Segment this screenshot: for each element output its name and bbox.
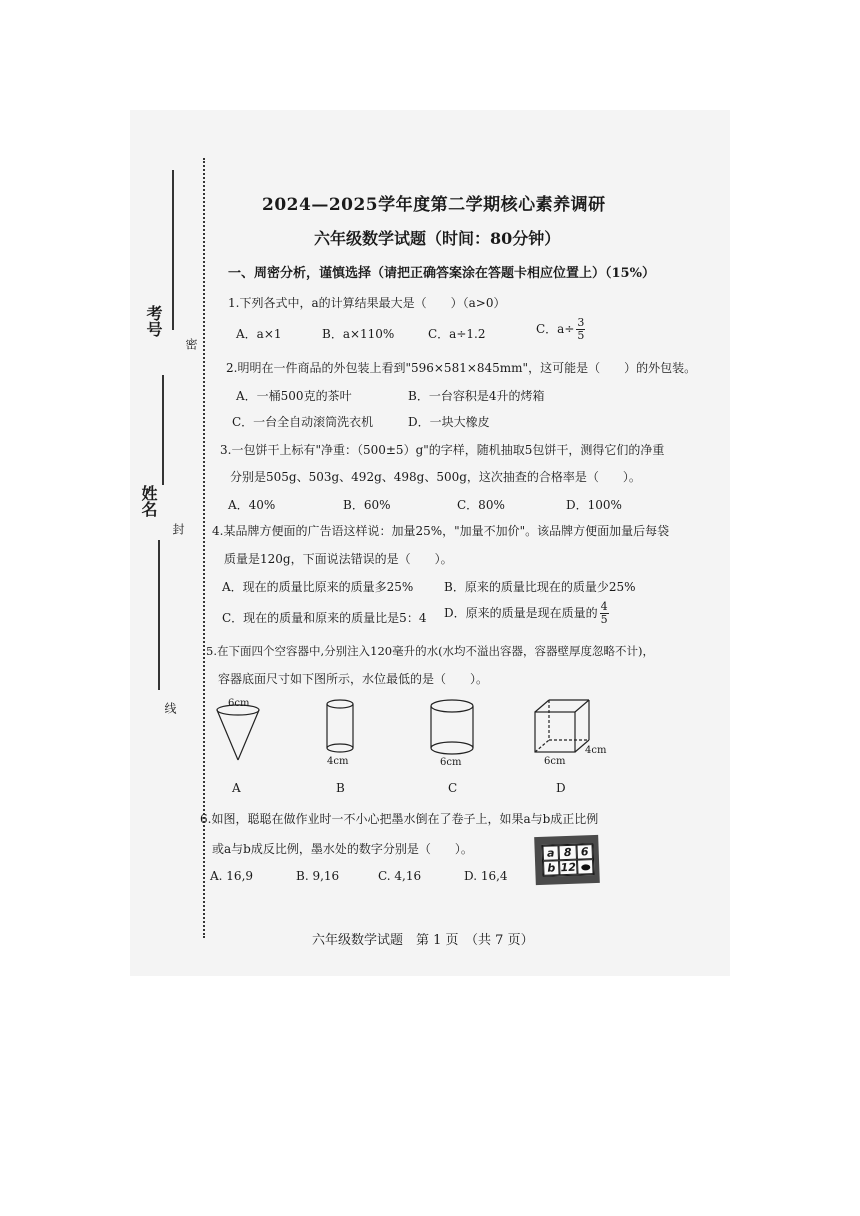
q5-stem-1: 5.在下面四个空容器中,分别注入120毫升的水(水均不溢出容器，容器壁厚度忽略不计)， xyxy=(206,644,655,658)
fig-a-dim: 6cm xyxy=(228,698,250,709)
xian-label: 线 xyxy=(163,702,177,714)
name-underline-1 xyxy=(172,170,174,330)
q3-stem-1: 3.一包饼干上标有"净重：（500±5）g"的字样，随机抽取5包饼干，测得它们的净重 xyxy=(220,443,665,457)
q1-option-a: A．a×1 xyxy=(236,327,282,341)
q1-option-d: C．a÷ $\frac{3}{5}$ xyxy=(536,316,585,342)
q6-option-a: A. 16,9 xyxy=(210,869,254,883)
q5-figures xyxy=(200,690,620,785)
q2-option-c: C．一台全自动滚筒洗衣机 xyxy=(232,415,374,429)
q3-option-c: C．80% xyxy=(457,498,505,512)
q4-option-d: D．原来的质量是现在质量的 $\frac{4}{5}$ xyxy=(444,600,608,626)
table-cell-b: b xyxy=(543,860,560,876)
q1-option-b: B．a×110% xyxy=(322,327,395,341)
fig-label-c: C xyxy=(448,781,458,795)
feng-label: 封 xyxy=(171,523,185,535)
q2-option-d: D．一块大橡皮 xyxy=(408,415,490,429)
q1-fraction: $\frac{3}{5}$ xyxy=(577,316,585,342)
q2-option-a: A．一桶500克的茶叶 xyxy=(236,389,352,403)
page-subtitle: 六年级数学试题（时间：80分钟） xyxy=(314,229,561,248)
kaohao-label: 考号 xyxy=(144,305,163,337)
q4-option-a: A．现在的质量比原来的质量多25% xyxy=(222,580,414,594)
ink-blot-icon xyxy=(581,864,590,870)
q4-option-c: C．现在的质量和原来的质量比是5：4 xyxy=(222,611,427,625)
ab-table xyxy=(541,843,594,877)
fig-d-dim-1: 6cm xyxy=(544,756,566,767)
section-heading: 一、周密分析，谨慎选择（请把正确答案涂在答题卡相应位置上）（15%） xyxy=(228,266,655,281)
mi-label: 密 xyxy=(184,338,198,350)
q6-option-c: C. 4,16 xyxy=(378,869,422,883)
cone-figure xyxy=(217,705,259,760)
q4-stem-2: 质量是120g，下面说法错误的是（ ）。 xyxy=(224,552,453,566)
q2-stem: 2.明明在一件商品的外包装上看到"596×581×845mm"，这可能是（ ）的外包装。 xyxy=(226,361,697,375)
table-cell-a2: 6 xyxy=(576,844,593,860)
fig-d-dim-2: 4cm xyxy=(585,745,607,756)
page-footer: 六年级数学试题 第 1 页 （共 7 页） xyxy=(312,933,534,948)
q1-option-c: C．a÷1.2 xyxy=(428,327,486,341)
q1-stem: 1.下列各式中，a的计算结果最大是（ ）（a>0） xyxy=(228,296,506,310)
q3-option-a: A．40% xyxy=(228,498,276,512)
page-title: 2024—2025学年度第二学期核心素养调研 xyxy=(262,195,606,215)
q4-option-b: B．原来的质量比现在的质量少25% xyxy=(444,580,636,594)
q4-stem-1: 4.某品牌方便面的广告语这样说：加量25%，"加量不加价"。该品牌方便面加量后每袋 xyxy=(212,524,670,538)
fig-label-b: B xyxy=(336,781,345,795)
q6-option-d: D. 16,4 xyxy=(464,869,508,883)
table-cell-a1: 8 xyxy=(558,845,577,861)
q6-option-b: B. 9,16 xyxy=(296,869,340,883)
q4-fraction: $\frac{4}{5}$ xyxy=(600,600,608,626)
q6-stem-1: 6.如图，聪聪在做作业时一不小心把墨水倒在了卷子上，如果a与b成正比例 xyxy=(200,812,599,826)
q2-option-b: B．一台容积是4升的烤箱 xyxy=(408,389,545,403)
table-cell-ink xyxy=(577,859,594,875)
q3-stem-2: 分别是505g、503g、492g、498g、500g，这次抽查的合格率是（ ）。 xyxy=(230,470,641,484)
table-cell-a: a xyxy=(542,845,559,861)
cube-figure xyxy=(535,700,589,752)
q3-option-b: B．60% xyxy=(343,498,391,512)
ink-stained-table xyxy=(534,835,600,885)
q6-stem-2: 或a与b成反比例，墨水处的数字分别是（ ）。 xyxy=(212,842,473,856)
xingming-label: 姓名 xyxy=(139,485,158,517)
q3-option-d: D．100% xyxy=(566,498,622,512)
fig-label-a: A xyxy=(232,781,241,795)
fig-c-dim: 6cm xyxy=(440,757,462,768)
table-cell-b1: 12 xyxy=(560,860,577,875)
name-underline-2 xyxy=(162,375,164,485)
large-cylinder-figure xyxy=(431,700,473,754)
name-underline-3 xyxy=(158,540,160,690)
small-cylinder-figure xyxy=(327,700,353,752)
fig-label-d: D xyxy=(556,781,566,795)
q5-stem-2: 容器底面尺寸如下图所示，水位最低的是（ ）。 xyxy=(218,672,489,686)
fig-b-dim: 4cm xyxy=(327,756,349,767)
